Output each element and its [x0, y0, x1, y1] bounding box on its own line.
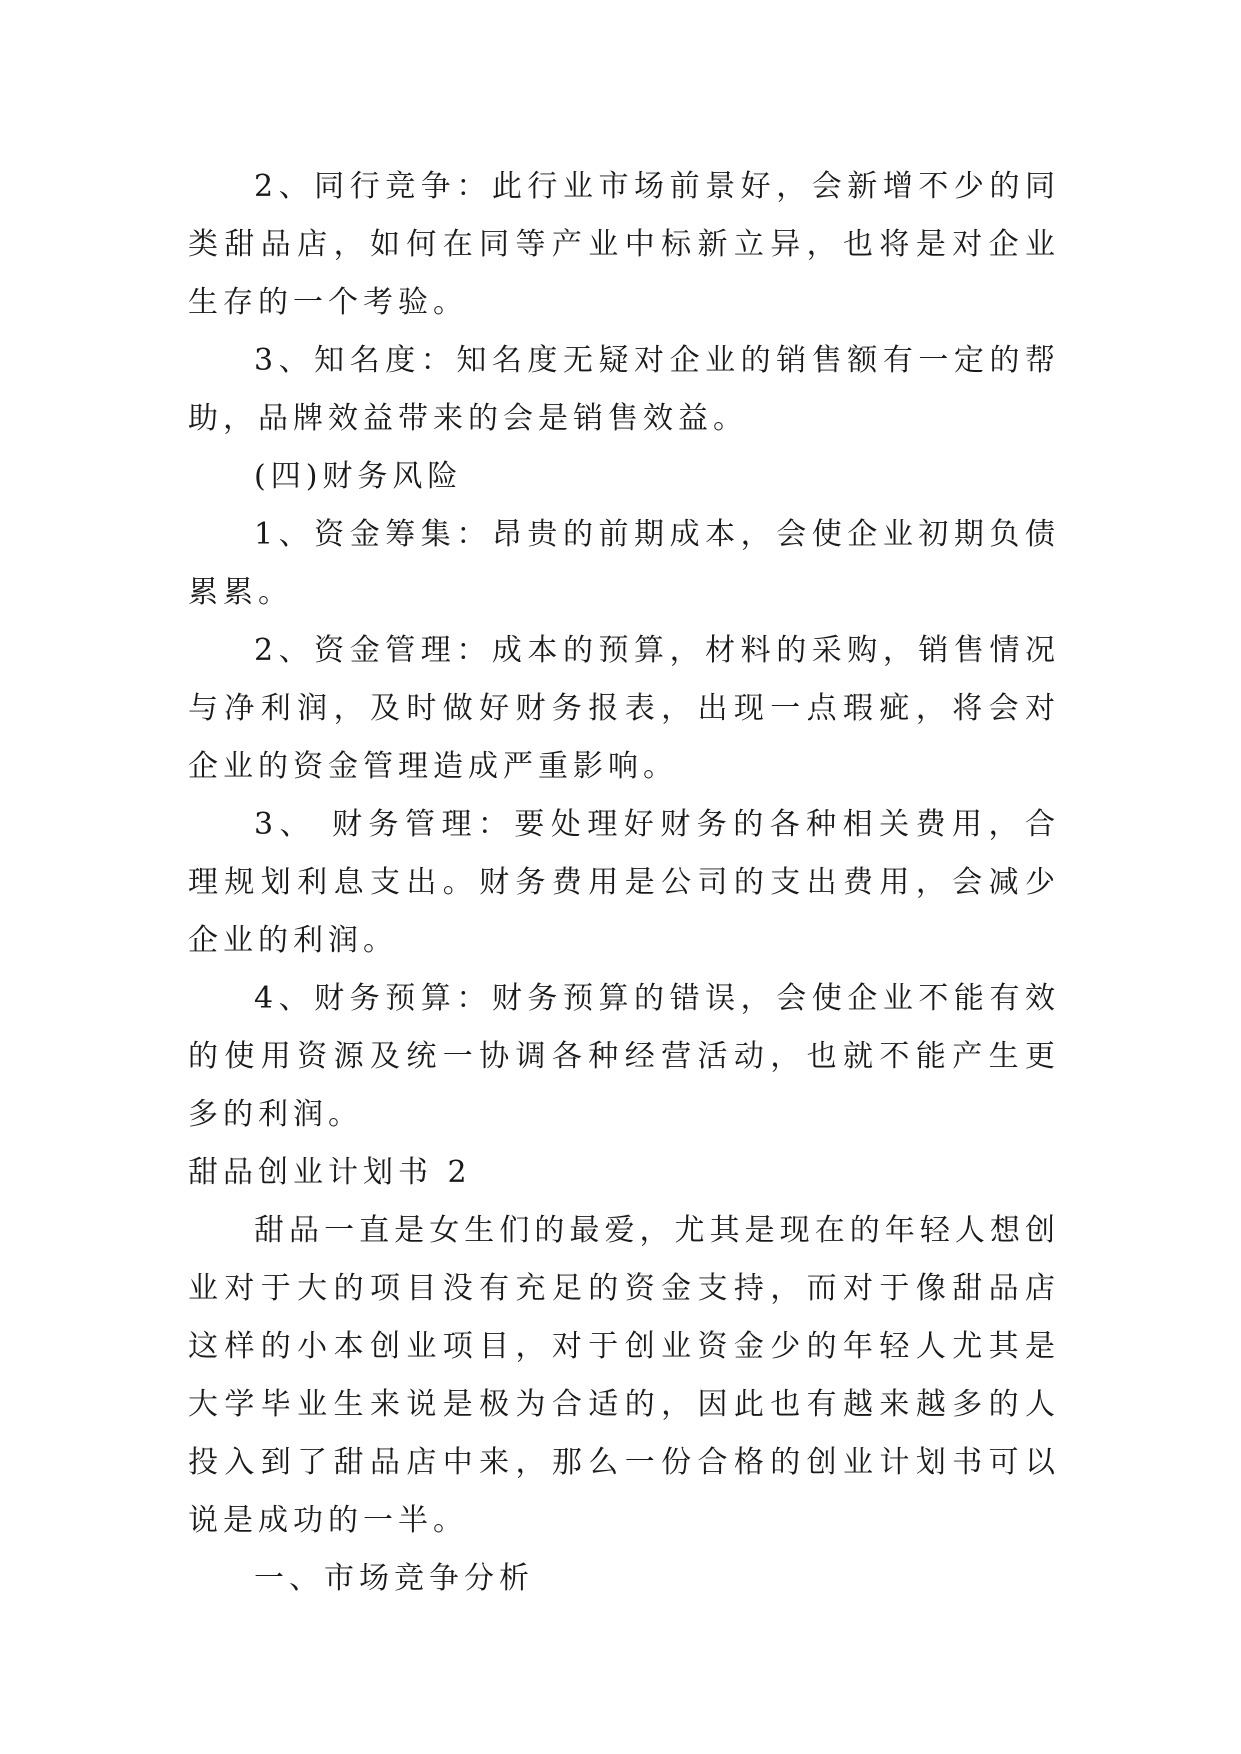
document-body — [188, 158, 1060, 1608]
paragraph-fund-raising: 1、资金筹集：昂贵的前期成本，会使企业初期负债累累。 — [188, 517, 1060, 610]
paragraph-financial-management: 3、 财务管理：要处理好财务的各种相关费用，合理规划利息支出。财务费用是公司的支出费用，会减少企业的利润。 — [188, 807, 1060, 958]
section-heading-financial-risk: (四)财务风险 — [254, 459, 463, 494]
section-heading-market-competition: 一、市场竞争分析 — [254, 1561, 534, 1596]
document-title-plan-2: 甜品创业计划书 2 — [188, 1155, 472, 1190]
paragraph-intro: 甜品一直是女生们的最爱，尤其是现在的年轻人想创业对于大的项目没有充足的资金支持，而对于像甜品店这样的小本创业项目，对于创业资金少的年轻人尤其是大学毕业生来说是极为合适的，因此也有越来越多的人投入到了甜品店中来，那么一份合格的创业计划书可以说是成功的一半。 — [188, 1213, 1060, 1538]
paragraph-financial-budget: 4、财务预算：财务预算的错误，会使企业不能有效的使用资源及统一协调各种经营活动，也就不能产生更多的利润。 — [188, 981, 1060, 1132]
paragraph-fund-management: 2、资金管理：成本的预算，材料的采购，销售情况与净利润，及时做好财务报表，出现一点瑕疵，将会对企业的资金管理造成严重影响。 — [188, 633, 1060, 784]
paragraph-peer-competition: 2、同行竞争：此行业市场前景好，会新增不少的同类甜品店，如何在同等产业中标新立异，也将是对企业生存的一个考验。 — [188, 169, 1060, 320]
paragraph-brand-awareness: 3、知名度：知名度无疑对企业的销售额有一定的帮助，品牌效益带来的会是销售效益。 — [188, 343, 1060, 436]
